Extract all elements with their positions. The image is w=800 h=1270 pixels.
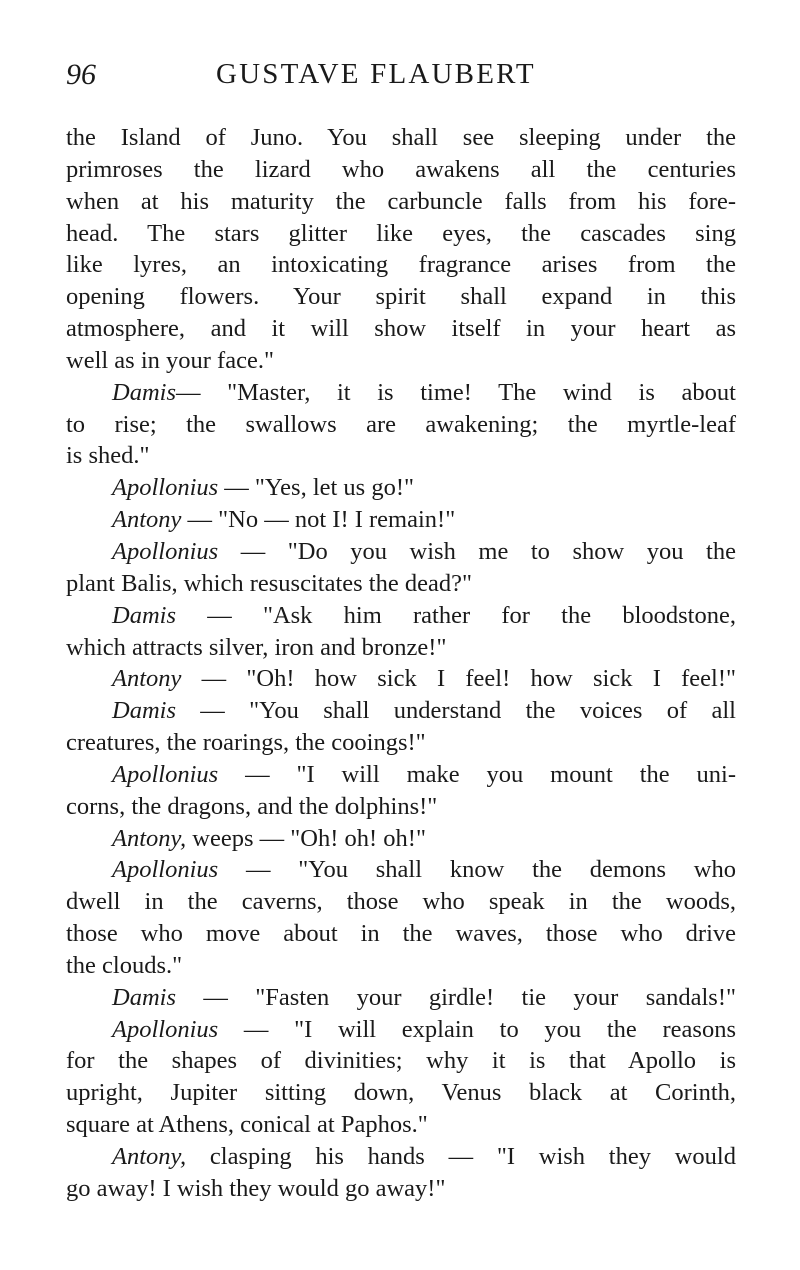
line-text: clasping his hands — "I wish they would	[186, 1143, 736, 1170]
text-line	[66, 632, 736, 664]
text-line	[66, 1077, 736, 1109]
text-line	[66, 281, 736, 313]
line-text: like lyres, an intoxicating fragrance arises from the	[66, 251, 736, 279]
text-line	[66, 122, 736, 154]
text-line	[66, 249, 736, 281]
text-line	[66, 313, 736, 345]
line-text: dwell in the caverns, those who speak in the woods,	[66, 888, 736, 916]
line-text: head. The stars glitter like eyes, the cascades sing	[66, 219, 736, 247]
speaker-name: Apollonius	[112, 474, 219, 502]
text-line	[66, 1173, 736, 1205]
line-text: creatures, the roarings, the cooings!"	[66, 729, 426, 757]
text-line	[66, 1045, 736, 1077]
line-text: — "Master, it is time! The wind is about	[175, 378, 736, 406]
speaker-name: Apollonius	[112, 1015, 219, 1043]
text-line	[66, 950, 736, 982]
line-text: — "Yes, let us go!"	[218, 474, 415, 502]
speaker-name: Apollonius	[112, 760, 219, 788]
body-text	[66, 122, 736, 1205]
text-line	[66, 218, 736, 250]
line-text: — "Oh! how sick I feel! how sick I feel!"	[181, 665, 736, 693]
speaker-name: Antony	[112, 665, 182, 693]
line-text: upright, Jupiter sitting down, Venus black at Corinth,	[66, 1079, 736, 1107]
line-text: to rise; the swallows are awakening; the myrtle-leaf	[66, 410, 736, 438]
line-text: well as in your face."	[66, 346, 274, 374]
speaker-name: Antony	[112, 506, 182, 534]
line-text: primroses the lizard who awakens all the centuries	[66, 155, 736, 183]
text-line	[66, 440, 736, 472]
running-title: GUSTAVE FLAUBERT	[216, 58, 536, 90]
text-line	[66, 154, 736, 186]
line-text: those who move about in the waves, those who drive	[66, 920, 736, 948]
line-text: the clouds."	[66, 951, 183, 979]
page-number: 96	[66, 58, 96, 91]
dialogue-line	[66, 536, 736, 568]
line-text: corns, the dragons, and the dolphins!"	[66, 792, 438, 820]
line-text: — "No — not I! I remain!"	[181, 506, 456, 534]
speaker-name: Antony,	[112, 824, 187, 852]
dialogue-line	[66, 854, 736, 886]
speaker-name: Apollonius	[112, 856, 219, 884]
speaker-name: Damis	[112, 697, 176, 725]
speaker-name: Damis	[112, 983, 176, 1011]
line-text: — "I will make you mount the uni-	[218, 760, 736, 788]
text-line	[66, 1109, 736, 1141]
line-text: for the shapes of divinities; why it is that Apollo is	[66, 1047, 736, 1075]
line-text: is shed."	[66, 442, 150, 470]
line-text: which attracts silver, iron and bronze!"	[66, 633, 447, 661]
dialogue-line	[66, 663, 736, 695]
text-line	[66, 791, 736, 823]
text-line	[66, 918, 736, 950]
line-text: — "Ask him rather for the bloodstone,	[175, 601, 736, 629]
speaker-name: Damis	[112, 601, 176, 629]
line-text: weeps — "Oh! oh! oh!"	[186, 824, 426, 852]
line-text: — "Fasten your girdle! tie your sandals!"	[175, 983, 736, 1011]
dialogue-line	[66, 472, 736, 504]
line-text: when at his maturity the carbuncle falls from his fore-	[66, 187, 736, 215]
speaker-name: Apollonius	[112, 537, 219, 565]
text-line	[66, 186, 736, 218]
dialogue-line	[66, 982, 736, 1014]
line-text: atmosphere, and it will show itself in your heart as	[66, 315, 736, 343]
text-line	[66, 727, 736, 759]
line-text: — "You shall understand the voices of all	[175, 697, 736, 725]
line-text: — "You shall know the demons who	[218, 856, 736, 884]
line-text: — "Do you wish me to show you the	[218, 537, 736, 565]
page-header	[0, 58, 800, 98]
line-text: go away! I wish they would go away!"	[66, 1174, 446, 1202]
dialogue-line	[66, 600, 736, 632]
speaker-name: Damis	[112, 378, 176, 406]
dialogue-line	[66, 823, 736, 855]
dialogue-line	[66, 504, 736, 536]
line-text: square at Athens, conical at Paphos."	[66, 1111, 428, 1139]
text-line	[66, 886, 736, 918]
text-line	[66, 345, 736, 377]
dialogue-line	[66, 1141, 736, 1173]
dialogue-line	[66, 1014, 736, 1046]
line-text: opening flowers. Your spirit shall expand in this	[66, 283, 736, 311]
line-text: plant Balis, which resuscitates the dead?"	[66, 569, 472, 597]
dialogue-line	[66, 377, 736, 409]
text-line	[66, 568, 736, 600]
dialogue-line	[66, 759, 736, 791]
line-text: — "I will explain to you the reasons	[218, 1015, 736, 1043]
line-text: the Island of Juno. You shall see sleeping under the	[66, 124, 736, 151]
speaker-name: Antony,	[112, 1143, 187, 1170]
text-line	[66, 409, 736, 441]
dialogue-line	[66, 695, 736, 727]
